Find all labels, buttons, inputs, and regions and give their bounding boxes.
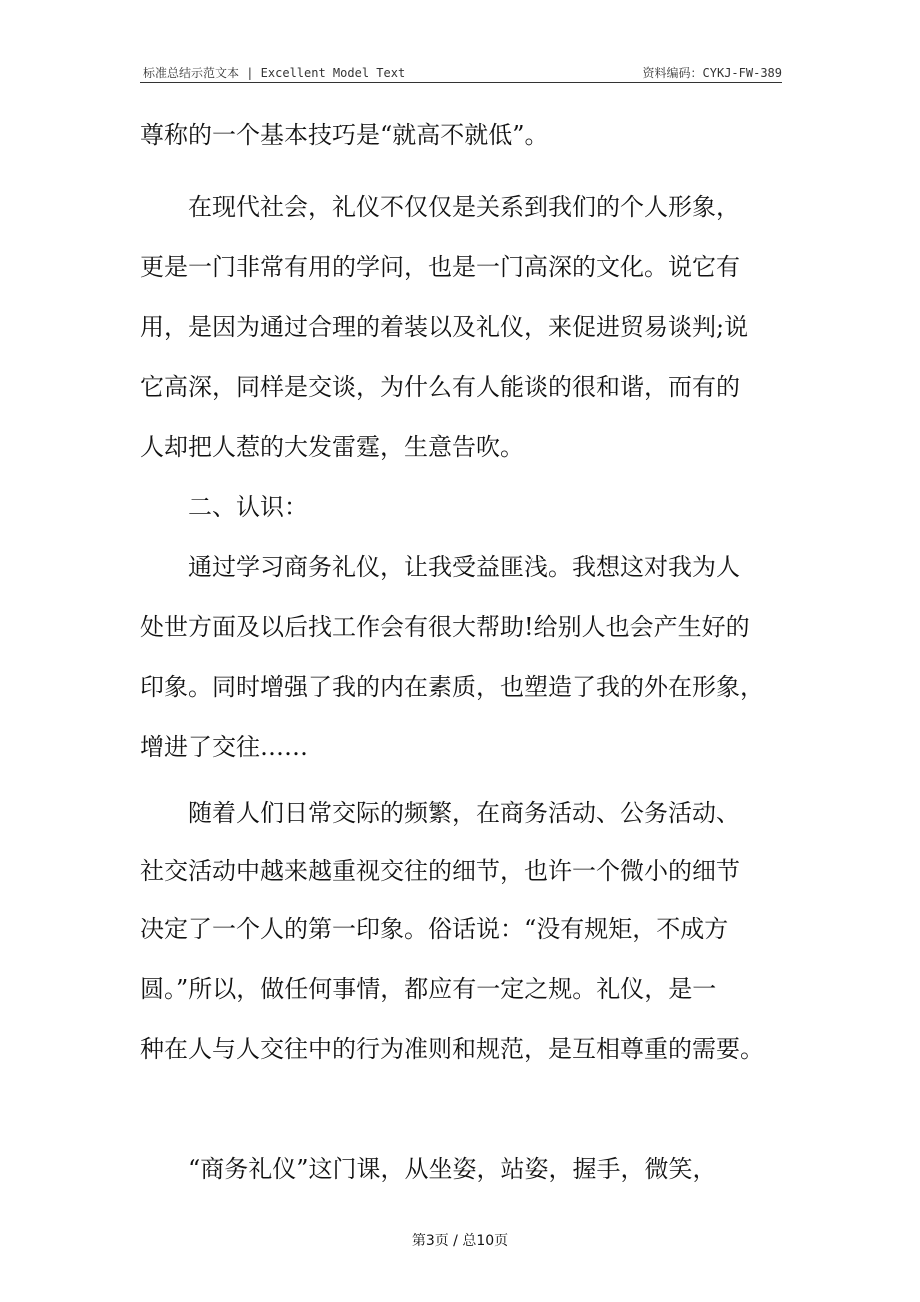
text-line: 人却把人惹的大发雷霆，生意告吹。 bbox=[140, 433, 524, 461]
text-line: 处世方面及以后找工作会有很大帮助!给别人也会产生好的 bbox=[140, 613, 750, 641]
text-line: 更是一门非常有用的学问，也是一门高深的文化。说它有 bbox=[140, 253, 740, 281]
text-line: 在现代社会，礼仪不仅仅是关系到我们的个人形象， bbox=[188, 193, 740, 221]
header-title: 标准总结示范文本 | Excellent Model Text bbox=[143, 66, 406, 80]
text-line: 它高深，同样是交谈，为什么有人能谈的很和谐，而有的 bbox=[140, 373, 740, 401]
section-heading: 二、认识： bbox=[188, 493, 308, 521]
text-line: 增进了交往…… bbox=[140, 733, 308, 761]
text-line: 用，是因为通过合理的着装以及礼仪，来促进贸易谈判;说 bbox=[140, 313, 749, 341]
document-code: 资料编码：CYKJ-FW-389 bbox=[642, 66, 782, 80]
text-line: 印象。同时增强了我的内在素质，也塑造了我的外在形象， bbox=[140, 673, 764, 701]
text-line: 种在人与人交往中的行为准则和规范，是互相尊重的需要。 bbox=[140, 1035, 764, 1063]
text-line: 通过学习商务礼仪，让我受益匪浅。我想这对我为人 bbox=[188, 553, 740, 581]
text-line: 圆。”所以，做任何事情，都应有一定之规。礼仪，是一 bbox=[140, 975, 717, 1003]
text-line: 社交活动中越来越重视交往的细节，也许一个微小的细节 bbox=[140, 857, 740, 885]
page-number: 第3页 / 总10页 bbox=[411, 1233, 509, 1249]
text-line: 尊称的一个基本技巧是“就高不就低”。 bbox=[140, 121, 549, 149]
text-line: 随着人们日常交际的频繁，在商务活动、公务活动、 bbox=[188, 799, 740, 827]
text-line: 决定了一个人的第一印象。俗话说：“没有规矩，不成方 bbox=[140, 915, 729, 943]
page-header bbox=[140, 62, 782, 83]
text-line: “商务礼仪”这门课，从坐姿，站姿，握手，微笑， bbox=[188, 1155, 717, 1183]
